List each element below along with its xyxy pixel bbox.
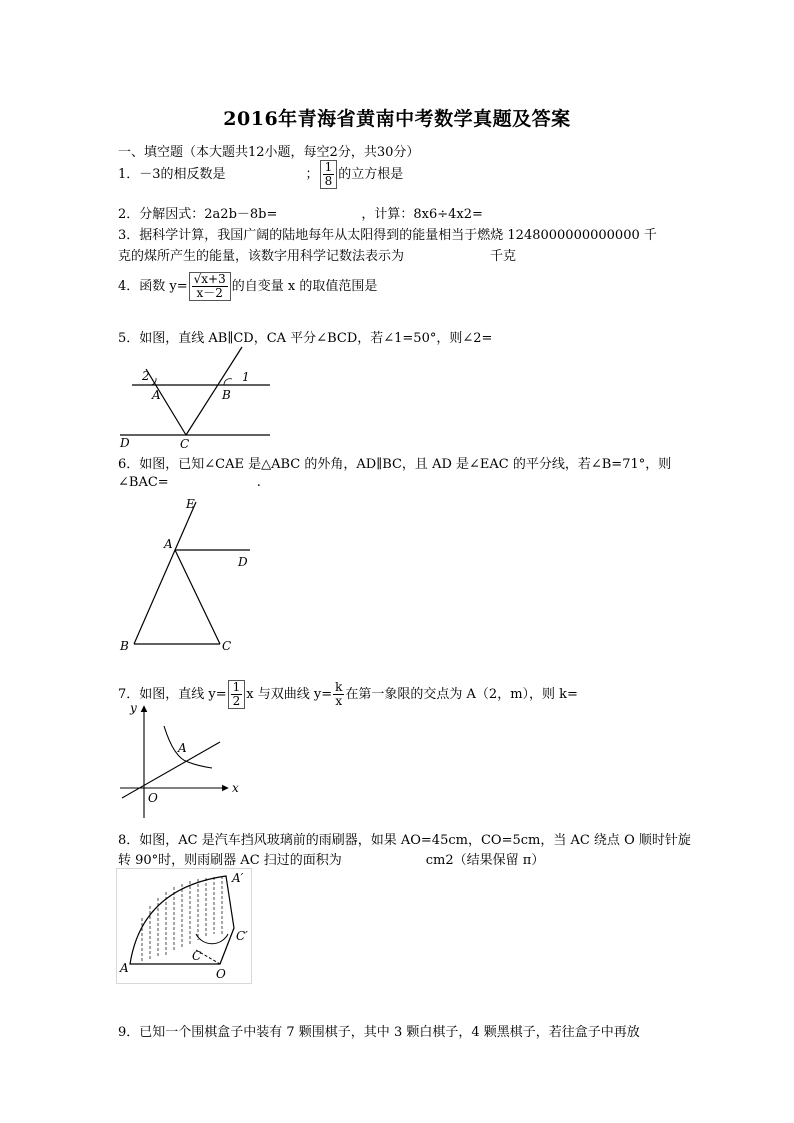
q8-text-a: 转 90°时，则雨刷器 AC 扫过的面积为 xyxy=(118,853,342,868)
question-5: 5．如图，直线 AB∥CD，CA 平分∠BCD，若∠1=50°，则∠2= xyxy=(118,331,493,346)
q7-label-o: O xyxy=(148,791,158,805)
q5-angle-1-arc xyxy=(224,379,232,385)
q1-text-b: 的立方根是 xyxy=(338,167,404,182)
q6-label-c: C xyxy=(222,639,232,653)
q4-fraction xyxy=(189,272,231,301)
q6-text-end: . xyxy=(256,475,261,490)
q4-frac-num: √x+3 xyxy=(193,272,226,286)
q6-label-a: A xyxy=(164,537,173,551)
question-2 xyxy=(118,203,678,222)
q8-label-a: A xyxy=(120,961,129,975)
q5-figure xyxy=(116,345,276,453)
q4-frac-den: x－2 xyxy=(196,286,223,300)
q5-line-ca xyxy=(146,369,186,435)
question-6-line-1: 6．如图，已知∠CAE 是△ABC 的外角，AD∥BC，且 AD 是∠EAC 的平分线，若∠B=71°，则 xyxy=(118,457,672,472)
page-title: 2016年青海省黄南中考数学真题及答案 xyxy=(223,108,571,130)
q7-f2-den: x xyxy=(335,694,343,708)
section-heading: 一、填空题（本大题共12小题，每空2分，共30分） xyxy=(118,145,420,160)
q5-label-d: D xyxy=(120,436,130,450)
q7-f1-num: 1 xyxy=(232,680,241,694)
q7-hyperbola xyxy=(164,726,212,768)
q5-line-cb xyxy=(186,347,242,435)
q3-text-a: 克的煤所产生的能量，该数字用科学记数法表示为 xyxy=(118,249,405,264)
question-1 xyxy=(118,160,678,189)
question-8-line-2 xyxy=(118,849,678,868)
q6-line-ac xyxy=(175,550,220,644)
q2-text-b: ，计算：8x6÷4x2= xyxy=(361,207,483,222)
q8-text-b: cm2（结果保留 π） xyxy=(425,853,545,868)
q1-sep: ； xyxy=(305,167,319,182)
q5-label-1: 1 xyxy=(242,370,250,384)
q7-label-y: y xyxy=(130,701,137,715)
q1-frac-num: 1 xyxy=(324,160,333,174)
q7-text-a: 7．如图，直线 y= xyxy=(118,687,227,702)
q6-label-d: D xyxy=(238,555,248,569)
q7-text-b: x 与双曲线 y= xyxy=(246,687,333,702)
q7-figure xyxy=(116,698,250,822)
question-8-line-1: 8．如图，AC 是汽车挡风玻璃前的雨刷器，如果 AO=45cm，CO=5cm，当 AC 绕点 O 顺时针旋 xyxy=(118,833,691,848)
q7-label-x: x xyxy=(232,781,239,795)
q7-label-a: A xyxy=(178,741,187,755)
q8-inner-arc xyxy=(196,934,228,944)
question-9: 9．已知一个围棋盒子中装有 7 颗围棋子，其中 3 颗白棋子，4 颗黑棋子，若往盒子中再放 xyxy=(118,1025,640,1040)
q6-figure xyxy=(116,496,260,656)
q2-text-a: 2．分解因式：2a2b－8b= xyxy=(118,207,278,222)
q5-label-2: 2 xyxy=(142,369,150,383)
q8-label-o: O xyxy=(216,967,226,981)
q7-fraction-2 xyxy=(333,681,344,708)
q1-frac-den: 8 xyxy=(324,174,333,188)
q6-label-e: E xyxy=(186,497,195,511)
q6-label-b: B xyxy=(120,639,129,653)
q8-label-c: C xyxy=(192,949,202,963)
q8-figure-frame xyxy=(117,869,252,984)
q5-label-a: A xyxy=(152,388,161,402)
q7-f1-den: 2 xyxy=(232,694,241,708)
q6-text-a: ∠BAC= xyxy=(118,475,169,490)
q3-text-b: 千克 xyxy=(490,249,517,264)
q7-f2-num: k xyxy=(335,680,343,694)
question-3-line-2 xyxy=(118,245,678,264)
q8-label-a1: A′ xyxy=(232,871,244,885)
question-3-line-1: 3．据科学计算，我国广阔的陆地每年从太阳得到的能量相当于燃烧 1248000000000000 千 xyxy=(118,228,657,243)
q1-text-a: 1．－3的相反数是 xyxy=(118,167,226,182)
question-4 xyxy=(118,272,678,301)
q7-line xyxy=(122,742,220,798)
q4-text-a: 4．函数 y= xyxy=(118,279,188,294)
q7-text-c: 在第一象限的交点为 A（2，m），则 k= xyxy=(345,687,578,702)
q1-fraction xyxy=(320,160,338,189)
q5-label-c: C xyxy=(180,437,190,451)
q8-figure xyxy=(116,868,252,984)
q4-text-b: 的自变量 x 的取值范围是 xyxy=(231,279,378,294)
q6-line-eb xyxy=(134,502,196,644)
q5-label-b: B xyxy=(222,388,231,402)
q8-label-c1: C′ xyxy=(236,929,248,943)
question-6-line-2 xyxy=(118,475,678,490)
